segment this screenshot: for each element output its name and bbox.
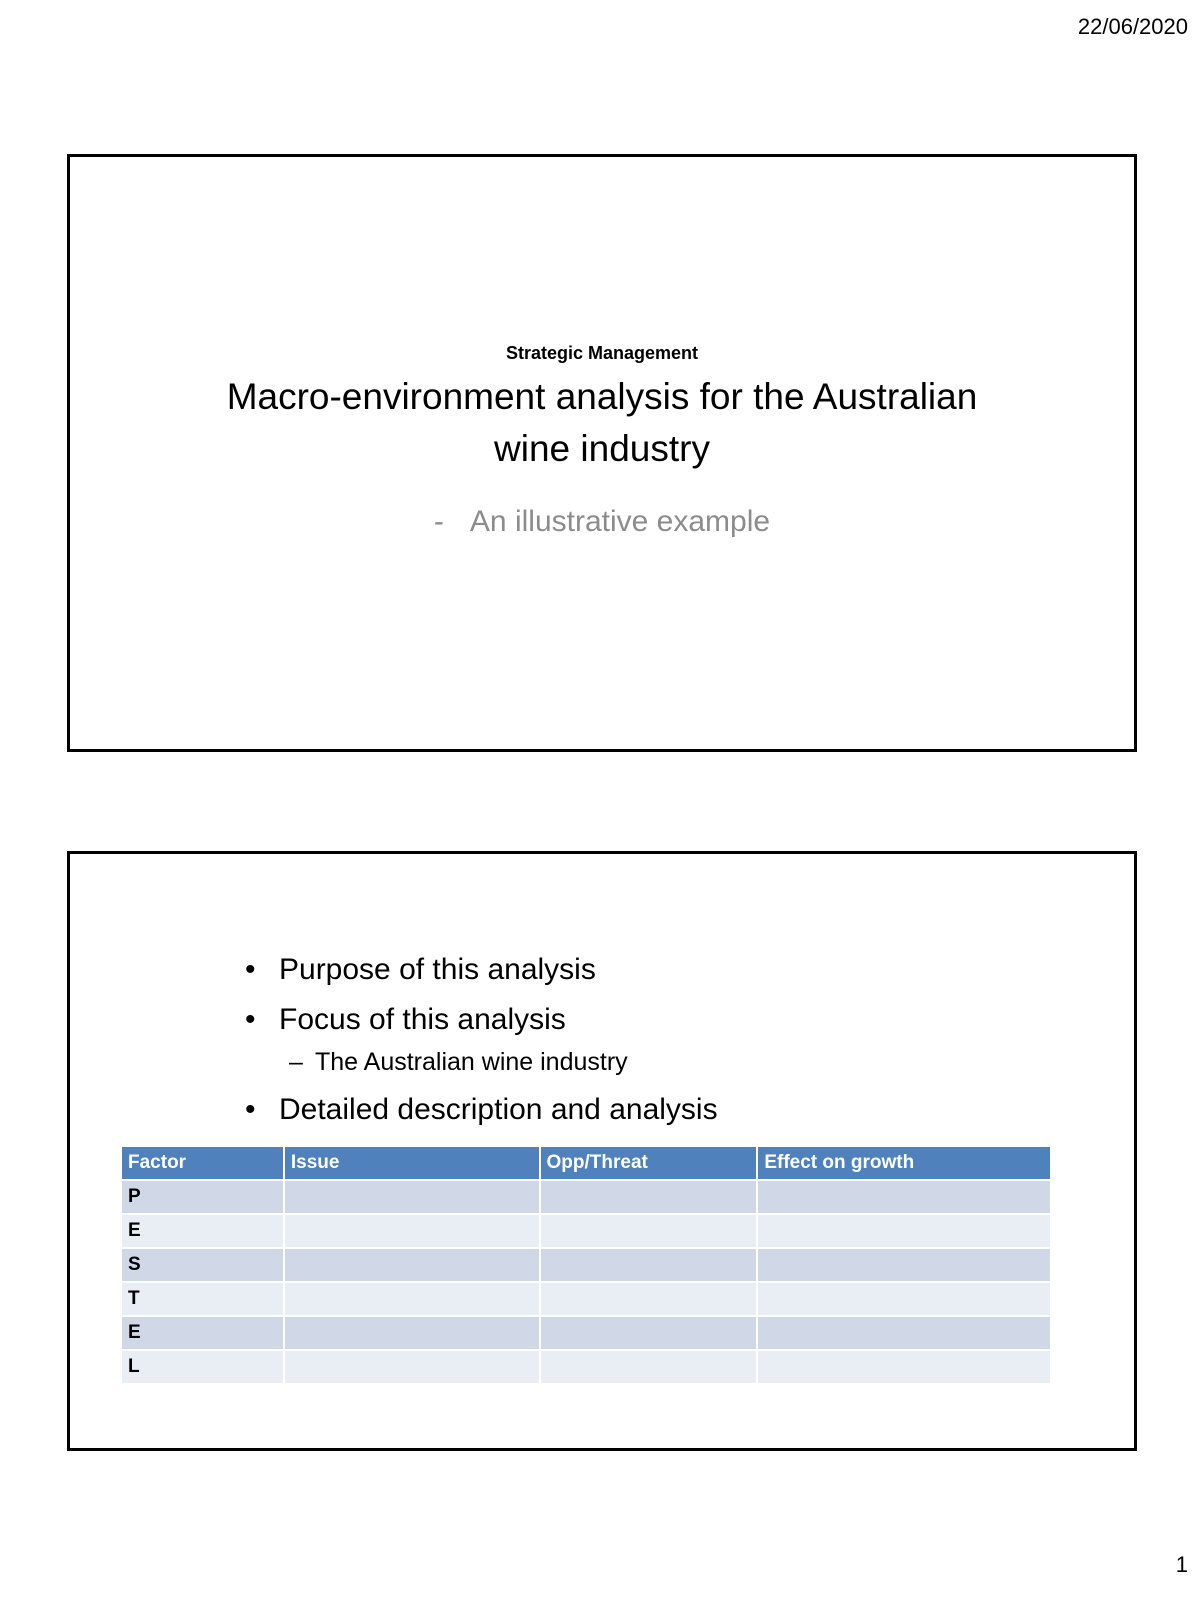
sub-bullet-dash-icon: –: [289, 1048, 303, 1076]
issue-cell: [284, 1214, 540, 1248]
bullet-dot-icon: •: [245, 1093, 256, 1126]
bullet-list: [245, 950, 1094, 1140]
factor-cell: E: [122, 1316, 284, 1350]
content-slide: [67, 851, 1137, 1451]
pestel-table: [122, 1147, 1052, 1385]
table-row: [122, 1180, 1051, 1214]
effect-cell: [757, 1350, 1051, 1384]
table-row: [122, 1282, 1051, 1316]
bullet-text: Purpose of this analysis: [279, 953, 596, 986]
page-number: 1: [1175, 1552, 1188, 1577]
factor-cell: E: [122, 1214, 284, 1248]
slide-title: [150, 371, 1054, 475]
sub-bullet-text: The Australian wine industry: [315, 1048, 628, 1076]
effect-cell: [757, 1282, 1051, 1316]
opp-threat-cell: [540, 1248, 758, 1282]
effect-cell: [757, 1248, 1051, 1282]
title-slide: [67, 154, 1137, 752]
issue-cell: [284, 1248, 540, 1282]
factor-cell: S: [122, 1248, 284, 1282]
issue-cell: [284, 1282, 540, 1316]
table-row: [122, 1214, 1051, 1248]
header-opp-threat: Opp/Threat: [540, 1147, 758, 1180]
course-label: Strategic Management: [505, 343, 699, 363]
factor-cell: T: [122, 1282, 284, 1316]
table-header-row: [122, 1147, 1051, 1180]
subtitle-text: An illustrative example: [469, 505, 771, 538]
effect-cell: [757, 1180, 1051, 1214]
factor-cell: P: [122, 1180, 284, 1214]
table-row: [122, 1350, 1051, 1384]
issue-cell: [284, 1350, 540, 1384]
bullet-dot-icon: •: [245, 1003, 256, 1036]
slide-subtitle: [70, 505, 1134, 539]
bullet-dot-icon: •: [245, 953, 256, 986]
page-date: 22/06/2020: [1077, 14, 1188, 39]
slide-title-line-2: wine industry: [494, 428, 710, 469]
opp-threat-cell: [540, 1316, 758, 1350]
sub-bullet-item: [289, 1046, 1094, 1078]
bullet-item: [245, 1000, 1094, 1040]
table-row: [122, 1316, 1051, 1350]
factor-cell: L: [122, 1350, 284, 1384]
opp-threat-cell: [540, 1350, 758, 1384]
header-factor: Factor: [122, 1147, 284, 1180]
table-row: [122, 1248, 1051, 1282]
header-issue: Issue: [284, 1147, 540, 1180]
bullet-text: Detailed description and analysis: [279, 1093, 718, 1126]
opp-threat-cell: [540, 1282, 758, 1316]
opp-threat-cell: [540, 1214, 758, 1248]
opp-threat-cell: [540, 1180, 758, 1214]
issue-cell: [284, 1180, 540, 1214]
effect-cell: [757, 1316, 1051, 1350]
effect-cell: [757, 1214, 1051, 1248]
bullet-item: [245, 950, 1094, 990]
bullet-text: Focus of this analysis: [279, 1003, 566, 1036]
slide-title-line-1: Macro-environment analysis for the Australian: [226, 376, 978, 417]
issue-cell: [284, 1316, 540, 1350]
subtitle-dash: -: [433, 505, 444, 538]
bullet-item: [245, 1090, 1094, 1130]
header-effect-on-growth: Effect on growth: [757, 1147, 1051, 1180]
